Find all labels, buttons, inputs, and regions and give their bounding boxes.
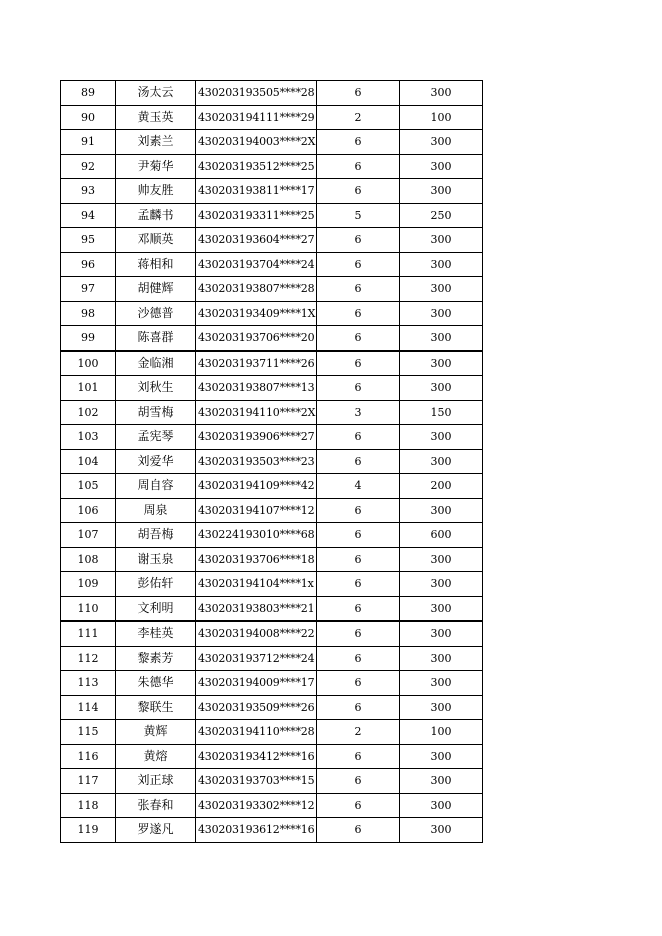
amount-cell: 300: [400, 547, 483, 572]
amount-cell: 300: [400, 326, 483, 351]
name-cell: 尹菊华: [116, 154, 196, 179]
count-cell: 6: [317, 498, 400, 523]
amount-cell: 300: [400, 449, 483, 474]
count-cell: 6: [317, 744, 400, 769]
name-cell: 黄玉英: [116, 105, 196, 130]
table-row: [61, 498, 483, 523]
name-cell: 沙德普: [116, 301, 196, 326]
count-cell: 4: [317, 474, 400, 499]
name-cell: 文利明: [116, 596, 196, 621]
amount-cell: 300: [400, 179, 483, 204]
table-row: [61, 301, 483, 326]
table-row: [61, 179, 483, 204]
row-number-cell: 100: [61, 351, 116, 376]
row-number-cell: 103: [61, 425, 116, 450]
amount-cell: 300: [400, 351, 483, 376]
id-number-cell: 430203194009****17: [196, 671, 317, 696]
table-row: [61, 203, 483, 228]
amount-cell: 300: [400, 744, 483, 769]
row-number-cell: 95: [61, 228, 116, 253]
name-cell: 李桂英: [116, 621, 196, 646]
name-cell: 汤太云: [116, 81, 196, 106]
count-cell: 6: [317, 228, 400, 253]
amount-cell: 300: [400, 498, 483, 523]
count-cell: 6: [317, 351, 400, 376]
count-cell: 6: [317, 523, 400, 548]
id-number-cell: 430203193503****23: [196, 449, 317, 474]
amount-cell: 300: [400, 671, 483, 696]
row-number-cell: 107: [61, 523, 116, 548]
id-number-cell: 430203193505****28: [196, 81, 317, 106]
amount-cell: 300: [400, 228, 483, 253]
row-number-cell: 118: [61, 793, 116, 818]
table-row: [61, 105, 483, 130]
id-number-cell: 430203193803****21: [196, 596, 317, 621]
count-cell: 6: [317, 376, 400, 401]
row-number-cell: 96: [61, 252, 116, 277]
count-cell: 6: [317, 179, 400, 204]
table-row: [61, 547, 483, 572]
count-cell: 6: [317, 793, 400, 818]
id-number-cell: 430203193311****25: [196, 203, 317, 228]
table-row: [61, 720, 483, 745]
amount-cell: 100: [400, 720, 483, 745]
table-row: [61, 130, 483, 155]
id-number-cell: 430203193612****16: [196, 818, 317, 843]
amount-cell: 300: [400, 154, 483, 179]
id-number-cell: 430224193010****68: [196, 523, 317, 548]
name-cell: 刘正球: [116, 769, 196, 794]
name-cell: 周自容: [116, 474, 196, 499]
table-row: [61, 646, 483, 671]
count-cell: 6: [317, 130, 400, 155]
name-cell: 胡健辉: [116, 277, 196, 302]
table-row: [61, 228, 483, 253]
table-row: [61, 351, 483, 376]
table-row: [61, 572, 483, 597]
row-number-cell: 89: [61, 81, 116, 106]
count-cell: 3: [317, 400, 400, 425]
row-number-cell: 106: [61, 498, 116, 523]
name-cell: 孟麟书: [116, 203, 196, 228]
table-row: [61, 81, 483, 106]
count-cell: 6: [317, 301, 400, 326]
name-cell: 孟宪琴: [116, 425, 196, 450]
name-cell: 朱德华: [116, 671, 196, 696]
name-cell: 刘秋生: [116, 376, 196, 401]
amount-cell: 300: [400, 130, 483, 155]
id-number-cell: 430203194110****2X: [196, 400, 317, 425]
table-row: [61, 449, 483, 474]
count-cell: 6: [317, 425, 400, 450]
amount-cell: 300: [400, 818, 483, 843]
name-cell: 黎素芳: [116, 646, 196, 671]
id-number-cell: 430203194104****1x: [196, 572, 317, 597]
name-cell: 谢玉泉: [116, 547, 196, 572]
count-cell: 2: [317, 105, 400, 130]
table-row: [61, 695, 483, 720]
name-cell: 周泉: [116, 498, 196, 523]
id-number-cell: 430203193302****12: [196, 793, 317, 818]
amount-cell: 300: [400, 596, 483, 621]
id-number-cell: 430203193706****18: [196, 547, 317, 572]
row-number-cell: 113: [61, 671, 116, 696]
id-number-cell: 430203193704****24: [196, 252, 317, 277]
row-number-cell: 93: [61, 179, 116, 204]
name-cell: 陈喜群: [116, 326, 196, 351]
name-cell: 黎联生: [116, 695, 196, 720]
table-row: [61, 326, 483, 351]
row-number-cell: 98: [61, 301, 116, 326]
amount-cell: 300: [400, 252, 483, 277]
table-row: [61, 793, 483, 818]
count-cell: 6: [317, 252, 400, 277]
id-number-cell: 430203193706****20: [196, 326, 317, 351]
id-number-cell: 430203193811****17: [196, 179, 317, 204]
name-cell: 邓顺英: [116, 228, 196, 253]
table-body: [61, 81, 483, 843]
name-cell: 黄熔: [116, 744, 196, 769]
table-row: [61, 277, 483, 302]
name-cell: 蒋相和: [116, 252, 196, 277]
count-cell: 6: [317, 646, 400, 671]
name-cell: 帅友胜: [116, 179, 196, 204]
table-row: [61, 744, 483, 769]
row-number-cell: 91: [61, 130, 116, 155]
id-number-cell: 430203193807****13: [196, 376, 317, 401]
id-number-cell: 430203193711****26: [196, 351, 317, 376]
row-number-cell: 112: [61, 646, 116, 671]
row-number-cell: 101: [61, 376, 116, 401]
count-cell: 6: [317, 596, 400, 621]
row-number-cell: 94: [61, 203, 116, 228]
amount-cell: 300: [400, 621, 483, 646]
row-number-cell: 92: [61, 154, 116, 179]
count-cell: 6: [317, 326, 400, 351]
table-row: [61, 154, 483, 179]
count-cell: 6: [317, 154, 400, 179]
id-number-cell: 430203193712****24: [196, 646, 317, 671]
amount-cell: 200: [400, 474, 483, 499]
id-number-cell: 430203194107****12: [196, 498, 317, 523]
id-number-cell: 430203193409****1X: [196, 301, 317, 326]
amount-cell: 300: [400, 646, 483, 671]
amount-cell: 300: [400, 376, 483, 401]
amount-cell: 300: [400, 81, 483, 106]
table-row: [61, 769, 483, 794]
id-number-cell: 430203193807****28: [196, 277, 317, 302]
amount-cell: 300: [400, 425, 483, 450]
count-cell: 6: [317, 769, 400, 794]
name-cell: 张春和: [116, 793, 196, 818]
table-row: [61, 671, 483, 696]
id-number-cell: 430203194111****29: [196, 105, 317, 130]
count-cell: 6: [317, 449, 400, 474]
id-number-cell: 430203193412****16: [196, 744, 317, 769]
name-cell: 胡吾梅: [116, 523, 196, 548]
count-cell: 6: [317, 695, 400, 720]
name-cell: 刘素兰: [116, 130, 196, 155]
row-number-cell: 117: [61, 769, 116, 794]
table-row: [61, 252, 483, 277]
amount-cell: 300: [400, 277, 483, 302]
row-number-cell: 104: [61, 449, 116, 474]
row-number-cell: 111: [61, 621, 116, 646]
row-number-cell: 90: [61, 105, 116, 130]
count-cell: 6: [317, 547, 400, 572]
row-number-cell: 115: [61, 720, 116, 745]
table-row: [61, 400, 483, 425]
name-cell: 胡雪梅: [116, 400, 196, 425]
count-cell: 5: [317, 203, 400, 228]
table-row: [61, 621, 483, 646]
id-number-cell: 430203193703****15: [196, 769, 317, 794]
count-cell: 6: [317, 572, 400, 597]
id-number-cell: 430203193512****25: [196, 154, 317, 179]
count-cell: 6: [317, 81, 400, 106]
amount-cell: 250: [400, 203, 483, 228]
id-number-cell: 430203194008****22: [196, 621, 317, 646]
amount-cell: 300: [400, 793, 483, 818]
name-cell: 罗遂凡: [116, 818, 196, 843]
id-number-cell: 430203193906****27: [196, 425, 317, 450]
count-cell: 6: [317, 277, 400, 302]
amount-cell: 600: [400, 523, 483, 548]
id-number-cell: 430203193604****27: [196, 228, 317, 253]
row-number-cell: 105: [61, 474, 116, 499]
name-cell: 刘爱华: [116, 449, 196, 474]
row-number-cell: 108: [61, 547, 116, 572]
row-number-cell: 119: [61, 818, 116, 843]
row-number-cell: 102: [61, 400, 116, 425]
id-number-cell: 430203193509****26: [196, 695, 317, 720]
count-cell: 6: [317, 818, 400, 843]
amount-cell: 100: [400, 105, 483, 130]
count-cell: 6: [317, 621, 400, 646]
data-table: [60, 80, 483, 843]
id-number-cell: 430203194109****42: [196, 474, 317, 499]
row-number-cell: 114: [61, 695, 116, 720]
row-number-cell: 99: [61, 326, 116, 351]
row-number-cell: 97: [61, 277, 116, 302]
name-cell: 彭佑轩: [116, 572, 196, 597]
amount-cell: 300: [400, 301, 483, 326]
row-number-cell: 110: [61, 596, 116, 621]
table-row: [61, 523, 483, 548]
id-number-cell: 430203194110****28: [196, 720, 317, 745]
amount-cell: 300: [400, 695, 483, 720]
count-cell: 6: [317, 671, 400, 696]
count-cell: 2: [317, 720, 400, 745]
table-row: [61, 818, 483, 843]
amount-cell: 300: [400, 769, 483, 794]
table-row: [61, 596, 483, 621]
name-cell: 金临湘: [116, 351, 196, 376]
row-number-cell: 116: [61, 744, 116, 769]
amount-cell: 150: [400, 400, 483, 425]
table-row: [61, 474, 483, 499]
amount-cell: 300: [400, 572, 483, 597]
name-cell: 黄辉: [116, 720, 196, 745]
id-number-cell: 430203194003****2X: [196, 130, 317, 155]
table-row: [61, 425, 483, 450]
row-number-cell: 109: [61, 572, 116, 597]
table-row: [61, 376, 483, 401]
